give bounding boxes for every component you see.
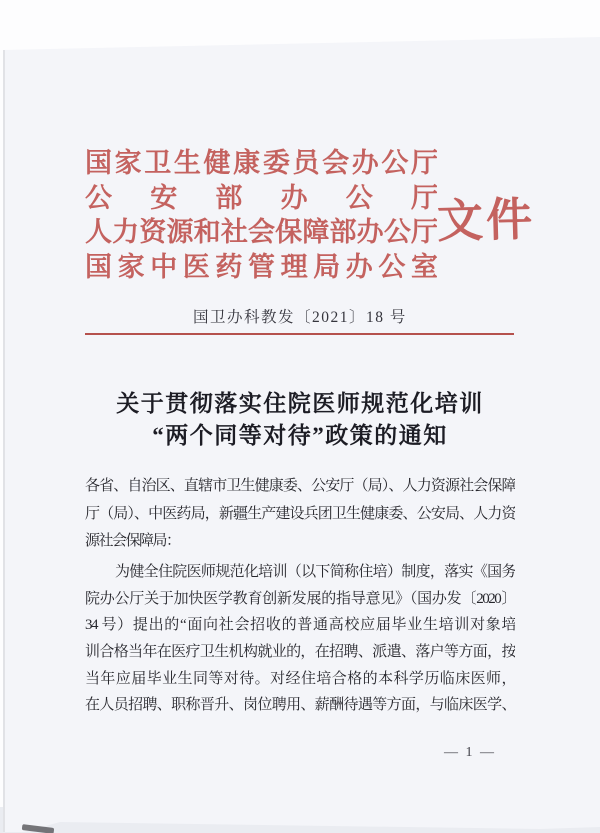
body-paragraph [85, 559, 515, 719]
red-divider-line [85, 333, 514, 335]
body-line: 当年应届毕业生同等对待。对经住培合格的本科学历临床医师， [85, 670, 515, 687]
agency-line-natcm: 国家中医药管理局办公室 [85, 251, 437, 282]
addressee-paragraph [85, 473, 515, 556]
body-line: 训合格当年在医疗卫生机构就业的，在招聘、派遣、落户等方面，按 [85, 644, 515, 661]
doc-number: 国卫办科教发〔2021〕18 号 [193, 309, 407, 326]
body-line: 院办公厅关于加快医学教育创新发展的指导意见》（国办发〔2020〕 [85, 590, 515, 607]
agency-line-nhc: 国家卫生健康委员会办公厅 [85, 148, 437, 178]
title-line-2: “两个同等对待”政策的通知 [152, 423, 448, 448]
doc-type-label: 文件 [436, 193, 536, 248]
addressee-line: 厅（局）、中医药局，新疆生产建设兵团卫生健康委、公安局、人力资 [85, 505, 515, 522]
addressee-line: 源社会保障局： [85, 533, 180, 549]
document-title [0, 388, 600, 452]
agency-line-mohrss: 人力资源和社会保障部办公厅 [85, 217, 437, 247]
body-line: 为健全住院医师规范化培训（以下简称住培）制度，落实《国务 [115, 564, 515, 580]
agency-line-mps: 公安部办公厅 [85, 182, 437, 213]
page-number: — 1 — [444, 745, 496, 760]
red-letterhead [85, 146, 437, 284]
addressee-line: 各省、自治区、直辖市卫生健康委、公安厅（局）、人力资源社会保障 [85, 478, 515, 494]
body-line: 在人员招聘、职称晋升、岗位聘用、薪酬待遇等方面，与临床医学、 [85, 697, 515, 714]
title-line-1: 关于贯彻落实住院医师规范化培训 [116, 391, 484, 416]
body-line: 34 号）提出的“面向社会招收的普通高校应届毕业生培训对象培 [85, 617, 515, 634]
